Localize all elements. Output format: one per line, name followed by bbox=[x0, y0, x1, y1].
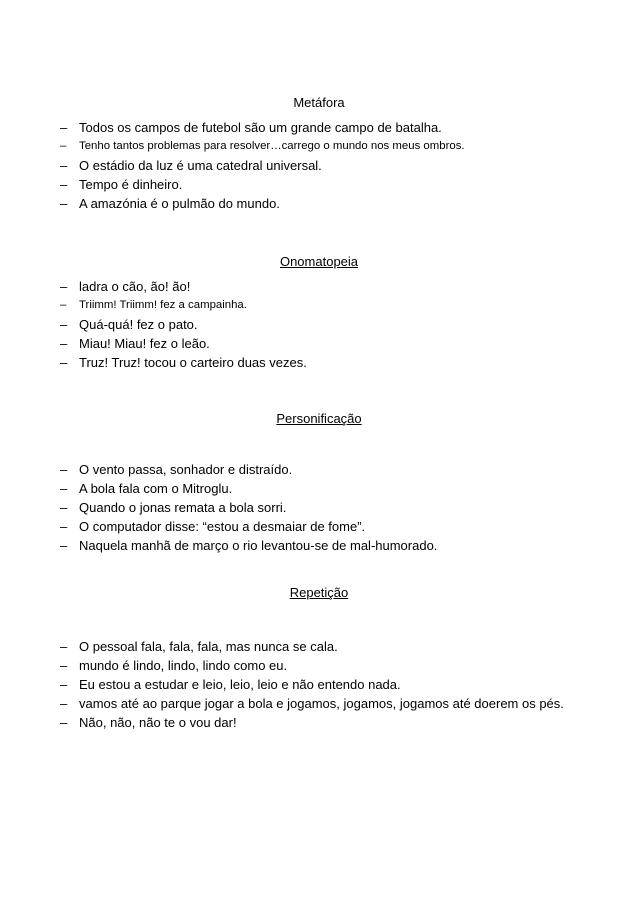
document-page: Metáfora – Todos os campos de futebol são um grande campo de batalha. – Tenho tantos problemas para resolver…carrego o mundo nos meus ombros. – O estádio da luz é uma catedral universal. – Tempo é dinheiro. – A amazónia é o pulmão do mundo. Onomatopeia – ladra o cão, ão! ão! – Triimm! Triimm! fez a campainha. – Quá-quá! fez o pato. – Miau! Miau! fez o leão. – Truz! Truz! tocou o carteiro duas vezes. Personificação – O vento passa, sonhador e distraído. – A bola fala com o Mitroglu. – Quando o jonas remata a bola sorri. – O computador disse: “estou a desmaiar de fome”. – Naquela manhã de março o rio levantou-se de mal-humorado. Repetição – O pessoal fala, fala, fala, mas nunca se cala. – mundo é lindo, lindo, lindo como eu. – Eu estou a estudar e leio, leio, leio e não entendo nada. – vamos até ao parque jogar a bola e jogamos, jogamos, jogamos até doerem os pés. – Não, não, não te o vou dar! bbox=[0, 0, 638, 903]
section-title-onomatopeia: Onomatopeia bbox=[279, 254, 359, 269]
section-title-repeticao: Repetição bbox=[289, 585, 349, 600]
section-title-personificacao: Personificação bbox=[276, 411, 362, 426]
section-title-metafora: Metáfora bbox=[293, 95, 345, 110]
